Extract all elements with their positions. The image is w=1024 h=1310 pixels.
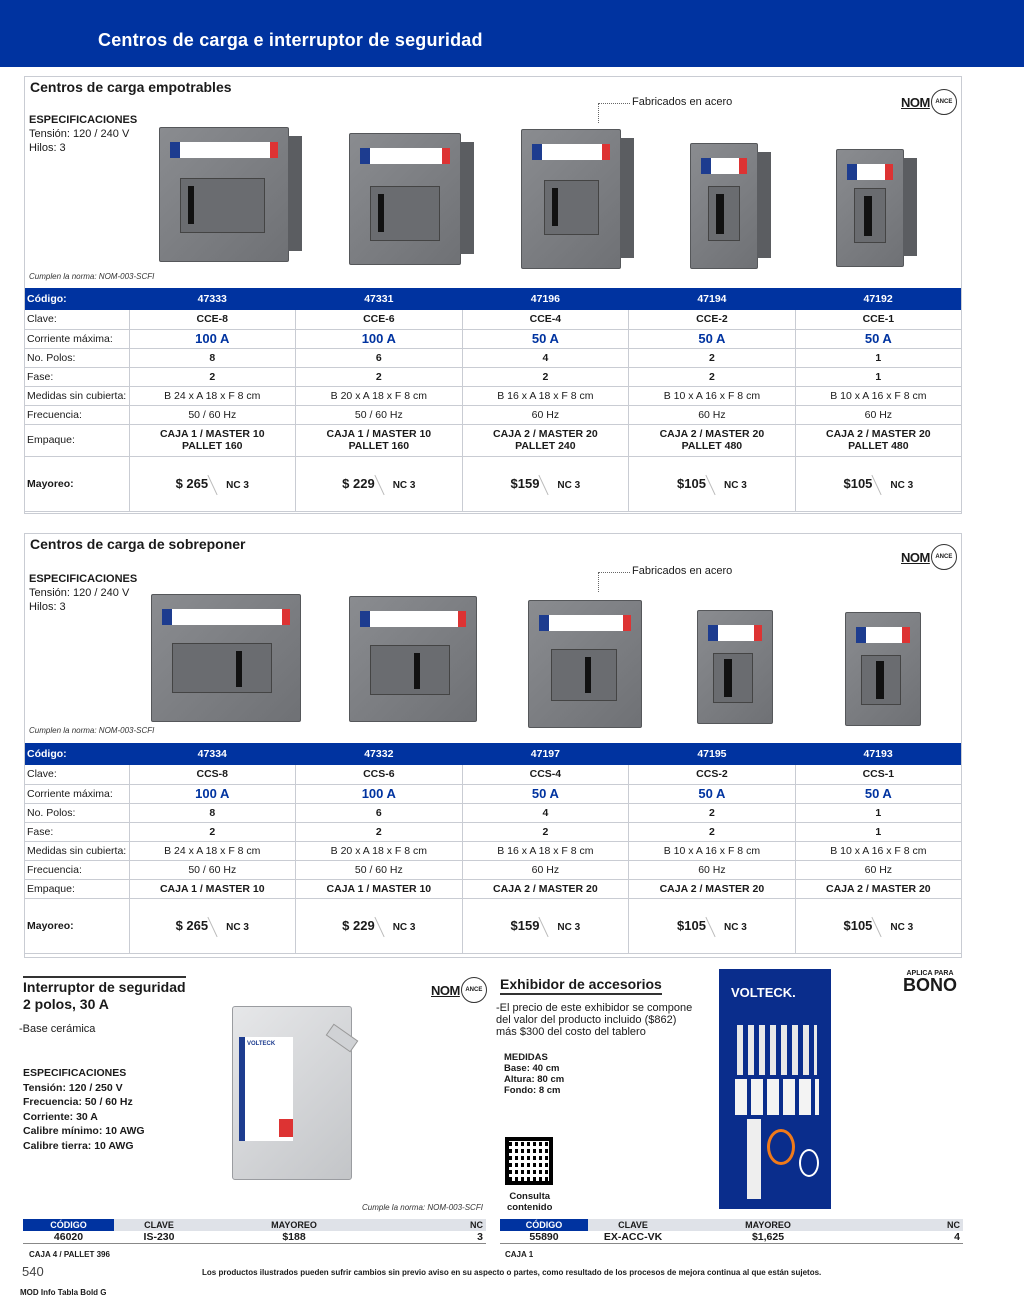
interruptor-specs: ESPECIFICACIONES Tensión: 120 / 250 V Frecuencia: 50 / 60 Hz Corriente: 30 A Calibre mínimo: 10 AWG Calibre tierra: 10 AWG: [23, 1067, 145, 1152]
norm-note: Cumplen la norma: NOM-003-SCFI: [29, 272, 155, 281]
interruptor-price-table: CÓDIGO CLAVE MAYOREO NC 46020 IS-230 $188 3: [23, 1219, 486, 1244]
section-title: Centros de carga empotrables: [30, 79, 232, 95]
norm-note: Cumple la norma: NOM-003-SCFI: [362, 1203, 483, 1212]
nom-ance-logo: NOM ANCE: [901, 89, 957, 115]
callout-line: [598, 103, 630, 123]
panel-image-ccs2: [697, 610, 773, 724]
exhibidor-image: [719, 969, 831, 1209]
nom-ance-logo: NOM ANCE: [431, 977, 487, 1003]
specs-block: ESPECIFICACIONES Tensión: 120 / 240 V Hilos: 3: [29, 573, 138, 613]
exhibidor-desc: -El precio de este exhibidor se compone del valor del producto incluido ($862) más $300 del costo del tablero: [496, 1002, 693, 1038]
callout-text: Fabricados en acero: [632, 96, 733, 108]
panel-image-cce6: [349, 133, 461, 265]
interruptor-pack: CAJA 4 / PALLET 396: [29, 1250, 110, 1259]
page-number: 540: [22, 1264, 44, 1279]
interruptor-feature: -Base cerámica: [19, 1023, 96, 1035]
qr-label: Consulta contenido: [507, 1191, 553, 1213]
panel-image-cce1: [836, 149, 904, 267]
exhibidor-medidas: MEDIDAS Base: 40 cm Altura: 80 cm Fondo: 8 cm: [504, 1052, 565, 1096]
panel-image-ccs4: [528, 600, 642, 728]
bono-badge: APLICA PARA BONO: [903, 970, 957, 995]
panel-image-cce8: [159, 127, 289, 262]
mod-label: MOD Info Tabla Bold G: [20, 1288, 107, 1297]
section-title: Centros de carga de sobreponer: [30, 536, 246, 552]
disclaimer: Los productos ilustrados pueden sufrir cambios sin previo aviso en su aspecto o partes, como resultado de los procesos de mejora continua al que están sujetos.: [202, 1268, 822, 1277]
exhibidor-price-table: CÓDIGO CLAVE MAYOREO NC 55890 EX-ACC-VK $1,625 4: [500, 1219, 963, 1244]
callout-line: [598, 572, 630, 592]
qr-code-icon[interactable]: [505, 1137, 553, 1185]
volteck-brand-text: VOLTECK: [247, 1041, 276, 1047]
specs-table-sobreponer: Código: 47334 47332 47197 47195 47193 Clave: CCS-8 CCS-6 CCS-4 CCS-2 CCS-1 Corriente máxima: 100 A 100 A 50 A 50 A 50 A No. Polos: 8 6 4 2 1 Fase: 2 2 2 2 1 Medidas sin cubierta: B 24 x A 18 x F 8 cm B 20 x A 18 x F 8 cm B 16 x A 18 x F 8 cm B 10 x A 16 x F 8 cm B 10 x A 16 x F 8 cm Frecuencia: 50 / 60 Hz 50 / 60 Hz 60 Hz 60 Hz 60 Hz Empaque: CAJA 1 / MASTER 10 CAJA 1 / MASTER 10 CAJA 2 / MASTER 20 CAJA 2 / MASTER 20 CAJA 2 / MASTER 20 Mayoreo: $ 265 NC 3 $ 229 NC 3 $159 NC 3 $105 NC 3 $105 NC 3: [25, 743, 961, 954]
exhibidor-pack: CAJA 1: [505, 1250, 534, 1259]
specs-block: ESPECIFICACIONES Tensión: 120 / 240 V Hilos: 3: [29, 114, 138, 154]
interruptor-title: Interruptor de seguridad 2 polos, 30 A: [23, 976, 186, 1013]
nom-ance-logo: NOM ANCE: [901, 544, 957, 570]
interruptor-image: [232, 1006, 352, 1180]
section-sobreponer: [24, 533, 962, 958]
panel-image-ccs1: [845, 612, 921, 726]
norm-note: Cumplen la norma: NOM-003-SCFI: [29, 726, 155, 735]
panel-image-cce2: [690, 143, 758, 269]
panel-image-ccs6: [349, 596, 477, 722]
page-header: [0, 0, 1024, 67]
panel-image-cce4: [521, 129, 621, 269]
section-empotrables: [24, 76, 962, 514]
callout-text: Fabricados en acero: [632, 565, 733, 577]
volteck-logo: VOLTECK.: [731, 985, 796, 1000]
specs-table-empotrables: Código: 47333 47331 47196 47194 47192 Clave: CCE-8 CCE-6 CCE-4 CCE-2 CCE-1 Corriente máxima: 100 A 100 A 50 A 50 A 50 A No. Polos: 8 6 4 2 1 Fase: 2 2 2 2 1 Medidas sin cubierta: B 24 x A 18 x F 8 cm B 20 x A 18 x F 8 cm B 16 x A 18 x F 8 cm B 10 x A 16 x F 8 cm B 10 x A 16 x F 8 cm Frecuencia: 50 / 60 Hz 50 / 60 Hz 60 Hz 60 Hz 60 Hz Empaque: CAJA 1 / MASTER 10 PALLET 160 CAJA 1 / MASTER 10 PALLET 160 CAJA 2 / MASTER 20 PALLET 240 CAJA 2 / MASTER 20 PALLET 480 CAJA 2 / MASTER 20 PALLET 480 Mayoreo: $ 265 NC 3 $ 229 NC 3 $159 NC 3 $105 NC 3 $105 NC 3: [25, 288, 961, 512]
page-title: Centros de carga e interruptor de seguridad: [98, 30, 483, 50]
exhibidor-title: Exhibidor de accesorios: [500, 976, 662, 995]
panel-image-ccs8: [151, 594, 301, 722]
